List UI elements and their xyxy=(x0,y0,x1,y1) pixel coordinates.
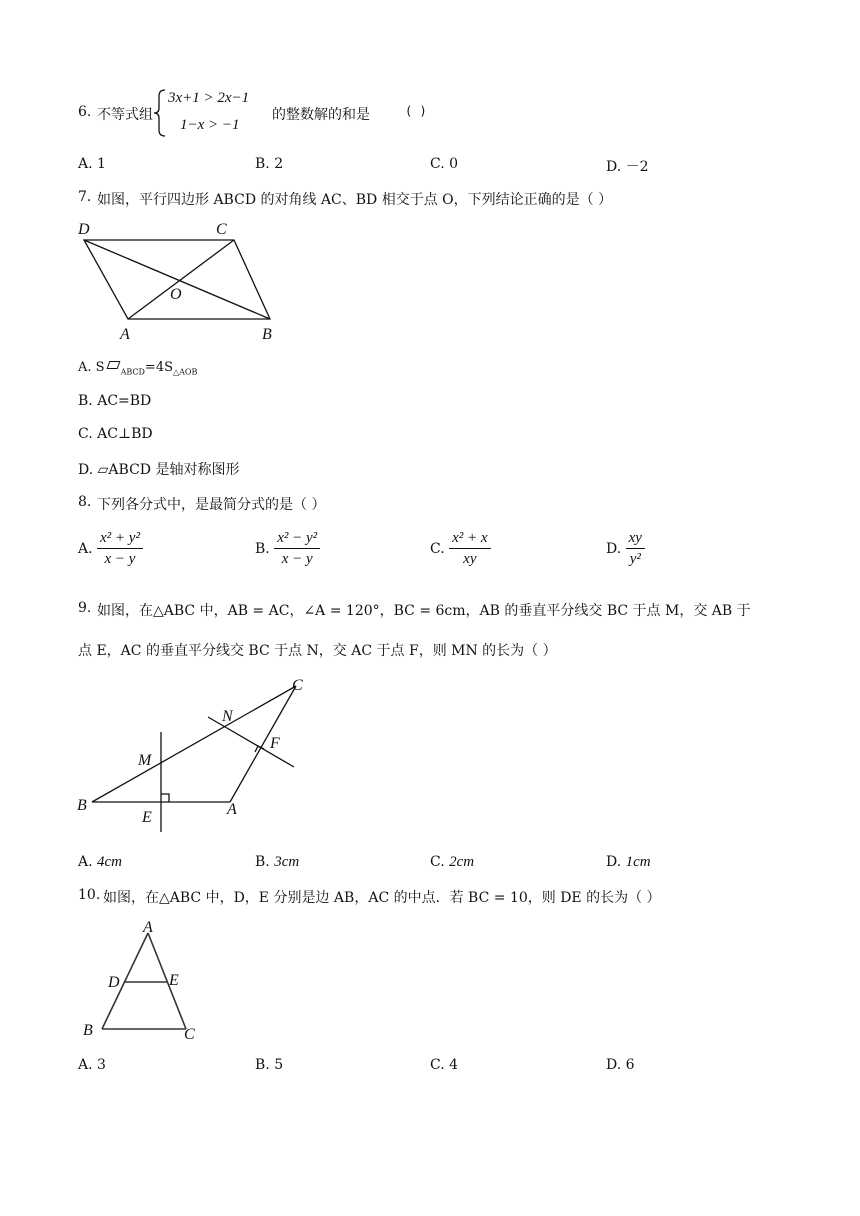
q9-option-a-text: 4cm xyxy=(97,854,123,870)
q10-option-b-label: B. xyxy=(255,1057,270,1073)
q9-label-m: M xyxy=(138,752,152,769)
q7-option-d[interactable] xyxy=(78,459,239,479)
q9-option-c[interactable] xyxy=(430,854,474,871)
fraction-denominator: x − y xyxy=(104,551,136,567)
q7-option-d-text: ▱ABCD 是轴对称图形 xyxy=(97,462,240,478)
q9-option-c-label: C. xyxy=(430,854,445,870)
q7-option-b-text: AC=BD xyxy=(97,393,152,409)
q7-option-b[interactable] xyxy=(78,393,151,409)
q9-label-a: A xyxy=(227,801,237,818)
q6-option-b-text: 2 xyxy=(274,156,284,172)
q9-label-f: F xyxy=(270,735,280,752)
q6-option-b-label: B. xyxy=(255,156,270,172)
q9-option-b[interactable] xyxy=(255,854,299,871)
q8-option-d-fraction xyxy=(626,530,645,568)
q10-number: 10. xyxy=(78,887,101,903)
q6-brace xyxy=(153,88,167,138)
q6-option-d-label: D. xyxy=(606,159,622,175)
q7-option-a-sub1: ABCD xyxy=(120,367,145,377)
q7-label-d: D xyxy=(78,221,90,238)
fraction-numerator: xy xyxy=(626,530,645,549)
fraction-numerator: x² + x xyxy=(449,530,490,549)
q7-option-d-label: D. xyxy=(78,462,94,478)
q10-option-d[interactable] xyxy=(606,1057,635,1073)
q6-option-a-text: 1 xyxy=(97,156,106,172)
q10-label-e: E xyxy=(169,972,179,989)
q7-label-a: A xyxy=(120,326,130,343)
q10-label-d: D xyxy=(108,974,120,991)
q9-stem-line1: 如图，在△ABC 中，AB = AC，∠A = 120°，BC = 6cm，AB 的垂直平分线交 BC 于点 M，交 AB 于 xyxy=(97,603,751,619)
q9-option-d[interactable] xyxy=(606,854,651,871)
q6-system-line2: 1−x > −1 xyxy=(180,117,240,133)
q8-option-d-label: D. xyxy=(606,541,622,557)
q6-option-c[interactable] xyxy=(430,156,458,172)
q6-number: 6. xyxy=(78,104,92,120)
q9-number: 9. xyxy=(78,600,92,616)
fraction-numerator: x² − y² xyxy=(274,530,320,549)
q6-option-c-label: C. xyxy=(430,156,445,172)
q10-option-c-label: C. xyxy=(430,1057,445,1073)
q8-option-a[interactable] xyxy=(78,530,143,568)
q7-option-c-label: C. xyxy=(78,426,93,442)
q10-option-a-label: A. xyxy=(78,1057,93,1073)
q7-stem: 如图，平行四边形 ABCD 的对角线 AC、BD 相交于点 O，下列结论正确的是（ ） xyxy=(97,192,613,208)
q6-option-b[interactable] xyxy=(255,156,283,172)
q10-option-c-text: 4 xyxy=(449,1057,459,1073)
q6-option-d-text: －2 xyxy=(625,159,649,175)
q7-option-a-sub2: △AOB xyxy=(173,367,198,377)
q10-figure-triangle xyxy=(76,915,206,1045)
q9-figure-triangle xyxy=(70,670,320,840)
q7-label-o: O xyxy=(170,286,182,303)
q9-label-c: C xyxy=(292,677,303,694)
q10-option-a-text: 3 xyxy=(97,1057,106,1073)
q8-option-a-fraction xyxy=(97,530,143,568)
q7-figure-parallelogram xyxy=(70,215,290,345)
q10-stem: 如图，在△ABC 中，D，E 分别是边 AB，AC 的中点．若 BC = 10，则 DE 的长为（ ） xyxy=(103,890,661,906)
q10-option-d-text: 6 xyxy=(625,1057,635,1073)
q7-option-a-label: A. xyxy=(78,360,92,375)
q7-label-b: B xyxy=(262,326,272,343)
q9-option-b-text: 3cm xyxy=(274,854,300,870)
q7-option-b-label: B. xyxy=(78,393,93,409)
q8-option-b-fraction xyxy=(274,530,320,568)
q9-option-d-label: D. xyxy=(606,854,622,870)
fraction-denominator: y² xyxy=(629,551,641,567)
q7-option-c-text: AC⊥BD xyxy=(97,426,153,442)
q7-option-a-mid: =4S xyxy=(144,360,173,375)
q10-option-c[interactable] xyxy=(430,1057,458,1073)
q8-option-c-label: C. xyxy=(430,541,445,557)
q10-label-c: C xyxy=(184,1026,195,1043)
q8-option-d[interactable] xyxy=(606,530,645,568)
q8-stem: 下列各分式中，是最简分式的是（ ） xyxy=(97,497,326,513)
q10-option-b-text: 5 xyxy=(274,1057,284,1073)
q7-option-a-main: S xyxy=(95,360,105,375)
q10-label-b: B xyxy=(83,1022,93,1039)
fraction-numerator: x² + y² xyxy=(97,530,143,549)
q6-tail: 的整数解的和是 xyxy=(272,107,370,123)
q6-stem: 不等式组 xyxy=(97,107,153,123)
q8-option-c-fraction xyxy=(449,530,490,568)
q8-option-c[interactable] xyxy=(430,530,491,568)
q9-stem-line2: 点 E，AC 的垂直平分线交 BC 于点 N，交 AC 于点 F，则 MN 的长为（ ） xyxy=(78,643,557,659)
parallelogram-icon xyxy=(106,361,120,369)
q8-option-a-label: A. xyxy=(78,541,93,557)
q7-option-a[interactable] xyxy=(78,360,197,377)
q9-option-a[interactable] xyxy=(78,854,122,871)
q8-option-b[interactable] xyxy=(255,530,320,568)
q9-label-n: N xyxy=(222,708,233,725)
q7-label-c: C xyxy=(216,221,227,238)
q9-option-b-label: B. xyxy=(255,854,270,870)
q10-label-a: A xyxy=(143,919,153,936)
q6-paren: ( ) xyxy=(405,104,427,118)
q7-number: 7. xyxy=(78,189,92,205)
q8-number: 8. xyxy=(78,494,92,510)
q6-option-a-label: A. xyxy=(78,156,93,172)
q6-option-a[interactable] xyxy=(78,156,106,172)
q6-option-c-text: 0 xyxy=(449,156,459,172)
q10-option-b[interactable] xyxy=(255,1057,283,1073)
q6-option-d[interactable] xyxy=(606,156,649,176)
q9-label-e: E xyxy=(142,809,152,826)
q9-option-a-label: A. xyxy=(78,854,93,870)
q9-label-b: B xyxy=(77,797,87,814)
q7-option-c[interactable] xyxy=(78,426,153,442)
q9-option-d-text: 1cm xyxy=(625,854,651,870)
q6-system-line1: 3x+1 > 2x−1 xyxy=(168,90,250,106)
fraction-denominator: xy xyxy=(463,551,477,567)
q9-option-c-text: 2cm xyxy=(449,854,475,870)
q10-option-d-label: D. xyxy=(606,1057,622,1073)
q8-option-b-label: B. xyxy=(255,541,270,557)
q10-option-a[interactable] xyxy=(78,1057,106,1073)
fraction-denominator: x − y xyxy=(281,551,313,567)
